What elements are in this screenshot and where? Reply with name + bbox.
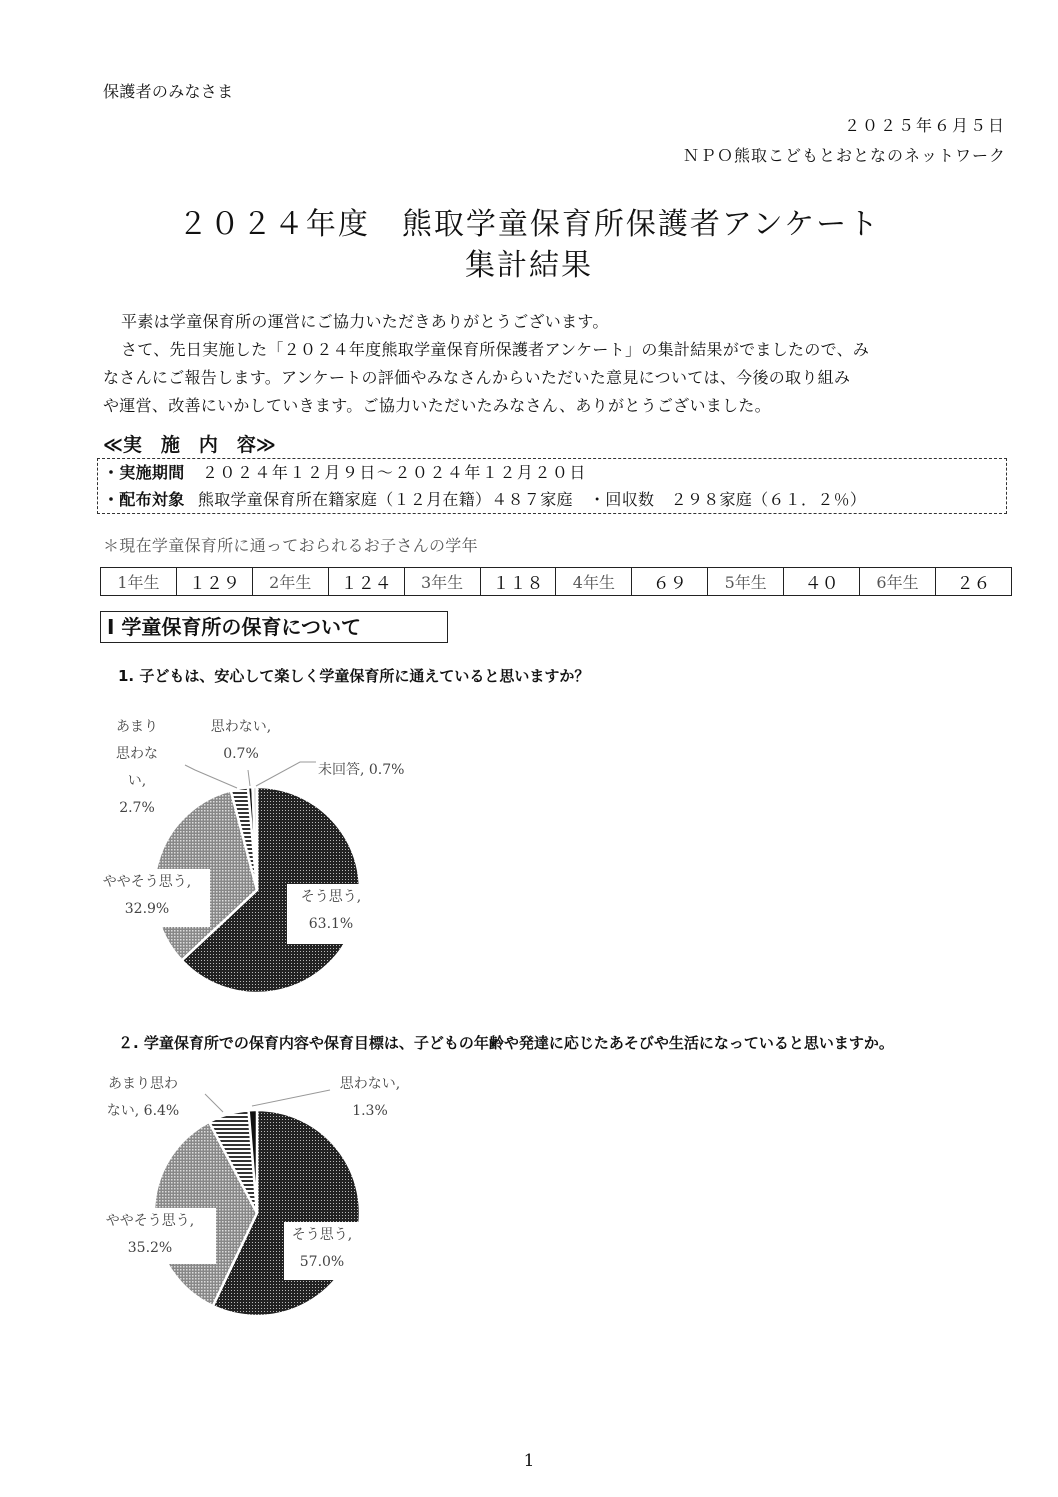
label-line: 32.9% [124,901,170,917]
intro-line-3: なさんにご報告します。アンケートの評価やみなさんからいただいた意見については、今後の取り組み [103,368,851,387]
label-line: 57.0% [299,1254,345,1270]
label-line: 思わない, [339,1076,401,1092]
label-line: あまり思わ [108,1076,178,1092]
grades-note: ＊現在学童保育所に通っておられるお子さんの学年 [103,536,478,555]
grade-6-count: ２６ [935,568,1011,596]
period-value: ２０２４年１２月９日～２０２４年１２月２０日 [201,463,587,482]
organization: ＮＰＯ熊取こどもとおとなのネットワーク [682,146,1006,165]
document-subtitle: 集計結果 [465,248,593,283]
label-line: 35.2% [127,1240,173,1256]
leader-line [252,1090,330,1106]
pie1-label-amari [112,714,162,822]
pie2-label-amari [88,1071,198,1125]
document-title: ２０２４年度 熊取学童保育所保護者アンケート [177,207,881,242]
grade-2-label: 2年生 [252,568,328,596]
label-line: そう思う, [300,889,362,905]
grade-3-label: 3年生 [404,568,480,596]
pie1-label-omowanai [200,714,282,768]
intro-line-1: 平素は学童保育所の運営にご協力いただきありがとうございます。 [121,312,609,331]
label-line: ややそう思う, [105,1213,195,1229]
pie1-label-sou [287,884,375,944]
section-title: Ⅰ 学童保育所の保育について [100,611,448,643]
label-line: 1.3% [352,1103,388,1119]
leader-line [205,1094,223,1112]
intro-line-4: や運営、改善にいかしていきます。ご協力いただいたみなさん、ありがとうございました。 [103,396,771,415]
leader-line [248,770,250,786]
label-line: 2.7% [119,800,155,816]
date: ２０２５年６月５日 [843,116,1006,135]
page-number: 1 [523,1451,535,1471]
grade-6-label: 6年生 [860,568,936,596]
pie1-label-mikaitou: 未回答, 0.7% [318,762,405,778]
grade-2-count: １２４ [328,568,404,596]
question-1: 1. 子どもは、安心して楽しく学童保育所に通えていると思いますか？ [118,667,590,685]
label-line: い, [127,773,147,789]
label-line: 思わな [116,746,158,762]
label-line: ややそう思う, [102,874,192,890]
grade-3-count: １１８ [480,568,556,596]
grade-1-label: 1年生 [101,568,177,596]
label-line: ない, 6.4% [106,1103,180,1119]
label-line: あまり [116,719,158,735]
label-line: 63.1% [308,916,354,932]
addressee: 保護者のみなさま [103,82,234,101]
label-line: 思わない, [210,719,272,735]
target-value: 熊取学童保育所在籍家庭（１２月在籍）４８７家庭 ・回収数 ２９８家庭（６１．２％） [197,490,867,509]
grade-4-label: 4年生 [556,568,632,596]
pie1-label-yaya [84,869,210,927]
label-line: 0.7% [223,746,259,762]
period-label: ・実施期間 [103,463,185,482]
question-2: ２. 学童保育所での保育内容や保育目標は、子どもの年齢や発達に応じたあそびや生活になっていると思いますか。 [118,1034,894,1052]
grade-1-count: １２９ [176,568,252,596]
pie2-label-omowanai [330,1071,410,1125]
impl-header: ≪実 施 内 容≫ [103,434,276,456]
grade-5-label: 5年生 [708,568,784,596]
target-label: ・配布対象 [103,490,185,509]
label-line: そう思う, [291,1227,353,1243]
grade-4-count: ６９ [632,568,708,596]
grade-5-count: ４０ [784,568,860,596]
pie2-label-yaya [84,1208,216,1264]
intro-line-2: さて、先日実施した「２０２４年度熊取学童保育所保護者アンケート」の集計結果がでましたので、み [121,340,870,359]
leader-line [185,765,237,788]
pie2-label-sou [284,1222,360,1280]
